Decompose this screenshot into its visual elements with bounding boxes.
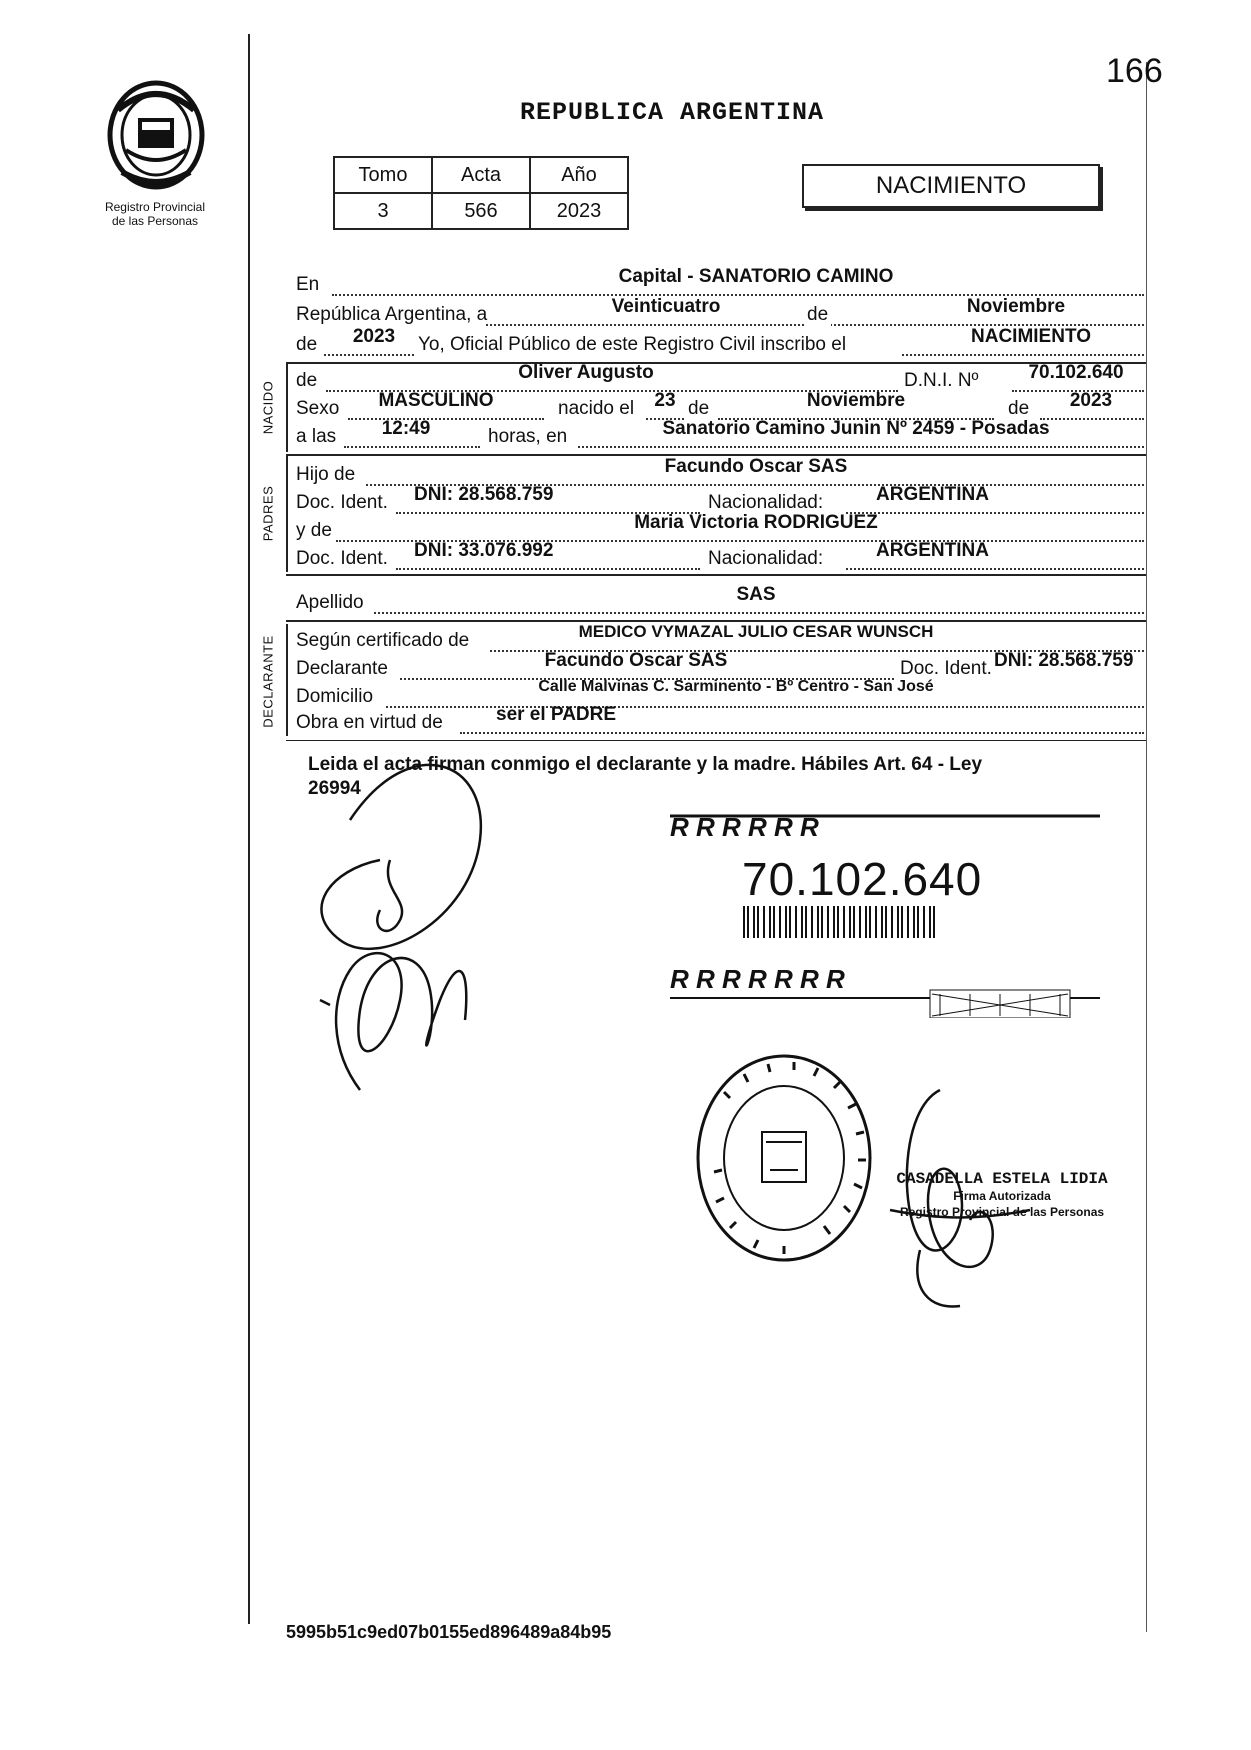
- year-value: 2023: [352, 326, 396, 347]
- registry-round-seal: [694, 1052, 874, 1264]
- declarant-doc-value: DNI: 28.568.759: [994, 650, 1134, 671]
- record-reference-table: [333, 156, 629, 230]
- dotted-line: [374, 612, 1144, 614]
- address-value: Calle Malvinas C. Sarminento - Bº Centro - San José: [538, 678, 934, 695]
- section-divider: [286, 740, 1146, 741]
- registry-caption-line2: de las Personas: [111, 214, 199, 228]
- hours-label: horas, en: [488, 426, 568, 447]
- capacity-label: Obra en virtud de: [296, 712, 443, 733]
- tomo-value: 3: [334, 193, 432, 229]
- capacity-value: ser el PADRE: [496, 704, 617, 725]
- dni-label: D.N.I. Nº: [904, 370, 979, 391]
- official-role: Firma Autorizada: [953, 1189, 1051, 1203]
- date-row: [296, 296, 1144, 328]
- country-heading: REPUBLICA ARGENTINA: [520, 98, 825, 127]
- day-words-value: Veinticuatro: [611, 296, 721, 317]
- y-de-label: y de: [296, 520, 332, 541]
- en-label: En: [296, 274, 320, 295]
- dotted-line: [324, 354, 414, 356]
- stamped-dni-number: 70.102.640: [742, 853, 983, 905]
- left-margin-line: [248, 34, 250, 1624]
- registry-caption-line1: Registro Provincial: [104, 200, 206, 214]
- surname-row: [296, 584, 1144, 616]
- declarant-name-value: Facundo Oscar SAS: [544, 650, 728, 671]
- closing-note-line1: Leida el acta firman conmigo el declarante y la madre. Hábiles Art. 64 - Ley: [308, 754, 983, 775]
- pattern-row-bottom: R R R R R R R: [670, 964, 845, 994]
- dotted-line: [578, 446, 1144, 448]
- a-las-label: a las: [296, 426, 337, 447]
- dotted-line: [460, 732, 1144, 734]
- nacido-section-label: NACIDO: [260, 380, 276, 435]
- document-hash: 5995b51c9ed07b0155ed896489a84b95: [286, 1622, 612, 1642]
- official-block: [872, 1170, 1132, 1220]
- de-label: de: [296, 370, 318, 391]
- doc-label: Doc. Ident.: [296, 548, 388, 569]
- place-value: Capital - SANATORIO CAMINO: [618, 266, 894, 287]
- year-prefix-label: de: [296, 334, 318, 355]
- mother-name-value: Maria Victoria RODRIGUEZ: [634, 512, 878, 533]
- de-label: de: [804, 304, 831, 326]
- dotted-line: [344, 446, 480, 448]
- address-label: Domicilio: [296, 686, 374, 707]
- born-label: nacido el: [558, 398, 635, 419]
- hijo-label: Hijo de: [296, 464, 356, 485]
- dotted-line: [902, 354, 1144, 356]
- officer-row: [296, 326, 1144, 358]
- pattern-row-top: R R R R R R: [670, 812, 819, 842]
- mother-doc-row: [296, 540, 1144, 572]
- dotted-line: [846, 568, 1144, 570]
- declarant-signature: [290, 750, 550, 1110]
- place-row: [296, 266, 1144, 298]
- father-nationality-value: ARGENTINA: [876, 484, 989, 505]
- mother-doc-value: DNI: 33.076.992: [414, 540, 554, 561]
- dni-security-stamp: [640, 808, 1100, 1018]
- section-divider: [286, 574, 1146, 576]
- nationality-label: Nacionalidad:: [708, 548, 824, 569]
- birth-month-value: Noviembre: [806, 390, 906, 411]
- official-office: Registro Provincial de las Personas: [899, 1205, 1105, 1219]
- birth-day-value: 23: [654, 390, 676, 411]
- acta-value: 566: [432, 193, 530, 229]
- de-label: de: [1008, 398, 1030, 419]
- anio-value: 2023: [530, 193, 628, 229]
- record-type-box: NACIMIENTO: [802, 164, 1100, 208]
- address-row: [296, 678, 1144, 710]
- capacity-row: [296, 704, 1144, 736]
- declarante-bracket: [286, 624, 288, 736]
- month-value: Noviembre: [966, 296, 1066, 317]
- dotted-line: [396, 568, 700, 570]
- newborn-dni-value: 70.102.640: [1028, 362, 1124, 383]
- nacido-bracket: [286, 364, 288, 452]
- acta-header: Acta: [432, 157, 530, 193]
- republic-label: República Argentina, a: [296, 304, 488, 325]
- mother-nationality-value: ARGENTINA: [876, 540, 989, 561]
- sexo-label: Sexo: [296, 398, 340, 419]
- registered-as-value: NACIMIENTO: [971, 326, 1091, 347]
- right-margin-line: [1146, 62, 1147, 1632]
- closing-note-line2: 26994: [308, 778, 361, 799]
- officer-text: Yo, Oficial Público de este Registro Civil inscribo el: [418, 334, 847, 355]
- father-name-value: Facundo Oscar SAS: [664, 456, 848, 477]
- declarante-section-label: DECLARANTE: [260, 635, 276, 728]
- time-value: 12:49: [381, 418, 431, 439]
- page-number: 166: [1106, 52, 1163, 90]
- doc-label: Doc. Ident.: [296, 492, 388, 513]
- surname-value: SAS: [736, 584, 776, 605]
- sex-value: MASCULINO: [378, 390, 494, 411]
- official-name: CASADELLA ESTELA LIDIA: [896, 1170, 1108, 1188]
- doc-label: Doc. Ident.: [900, 658, 992, 679]
- newborn-name-value: Oliver Augusto: [518, 362, 654, 383]
- de-label: de: [688, 398, 710, 419]
- provincial-seal-logo: [104, 80, 208, 190]
- registry-caption: [90, 200, 220, 228]
- birth-year-value: 2023: [1069, 390, 1113, 411]
- birth-place-value: Sanatorio Camino Junin Nº 2459 - Posadas: [662, 418, 1050, 439]
- padres-bracket: [286, 456, 288, 572]
- certificate-value: MEDICO VYMAZAL JULIO CESAR WUNSCH: [578, 622, 934, 641]
- tomo-header: Tomo: [334, 157, 432, 193]
- padres-section-label: PADRES: [260, 485, 276, 542]
- surname-label: Apellido: [296, 592, 364, 613]
- anio-header: Año: [530, 157, 628, 193]
- declarant-label: Declarante: [296, 658, 388, 679]
- birth-time-row: [296, 418, 1144, 450]
- father-doc-value: DNI: 28.568.759: [414, 484, 554, 505]
- nationality-label: Nacionalidad:: [708, 492, 824, 513]
- certificate-label: Según certificado de: [296, 630, 470, 651]
